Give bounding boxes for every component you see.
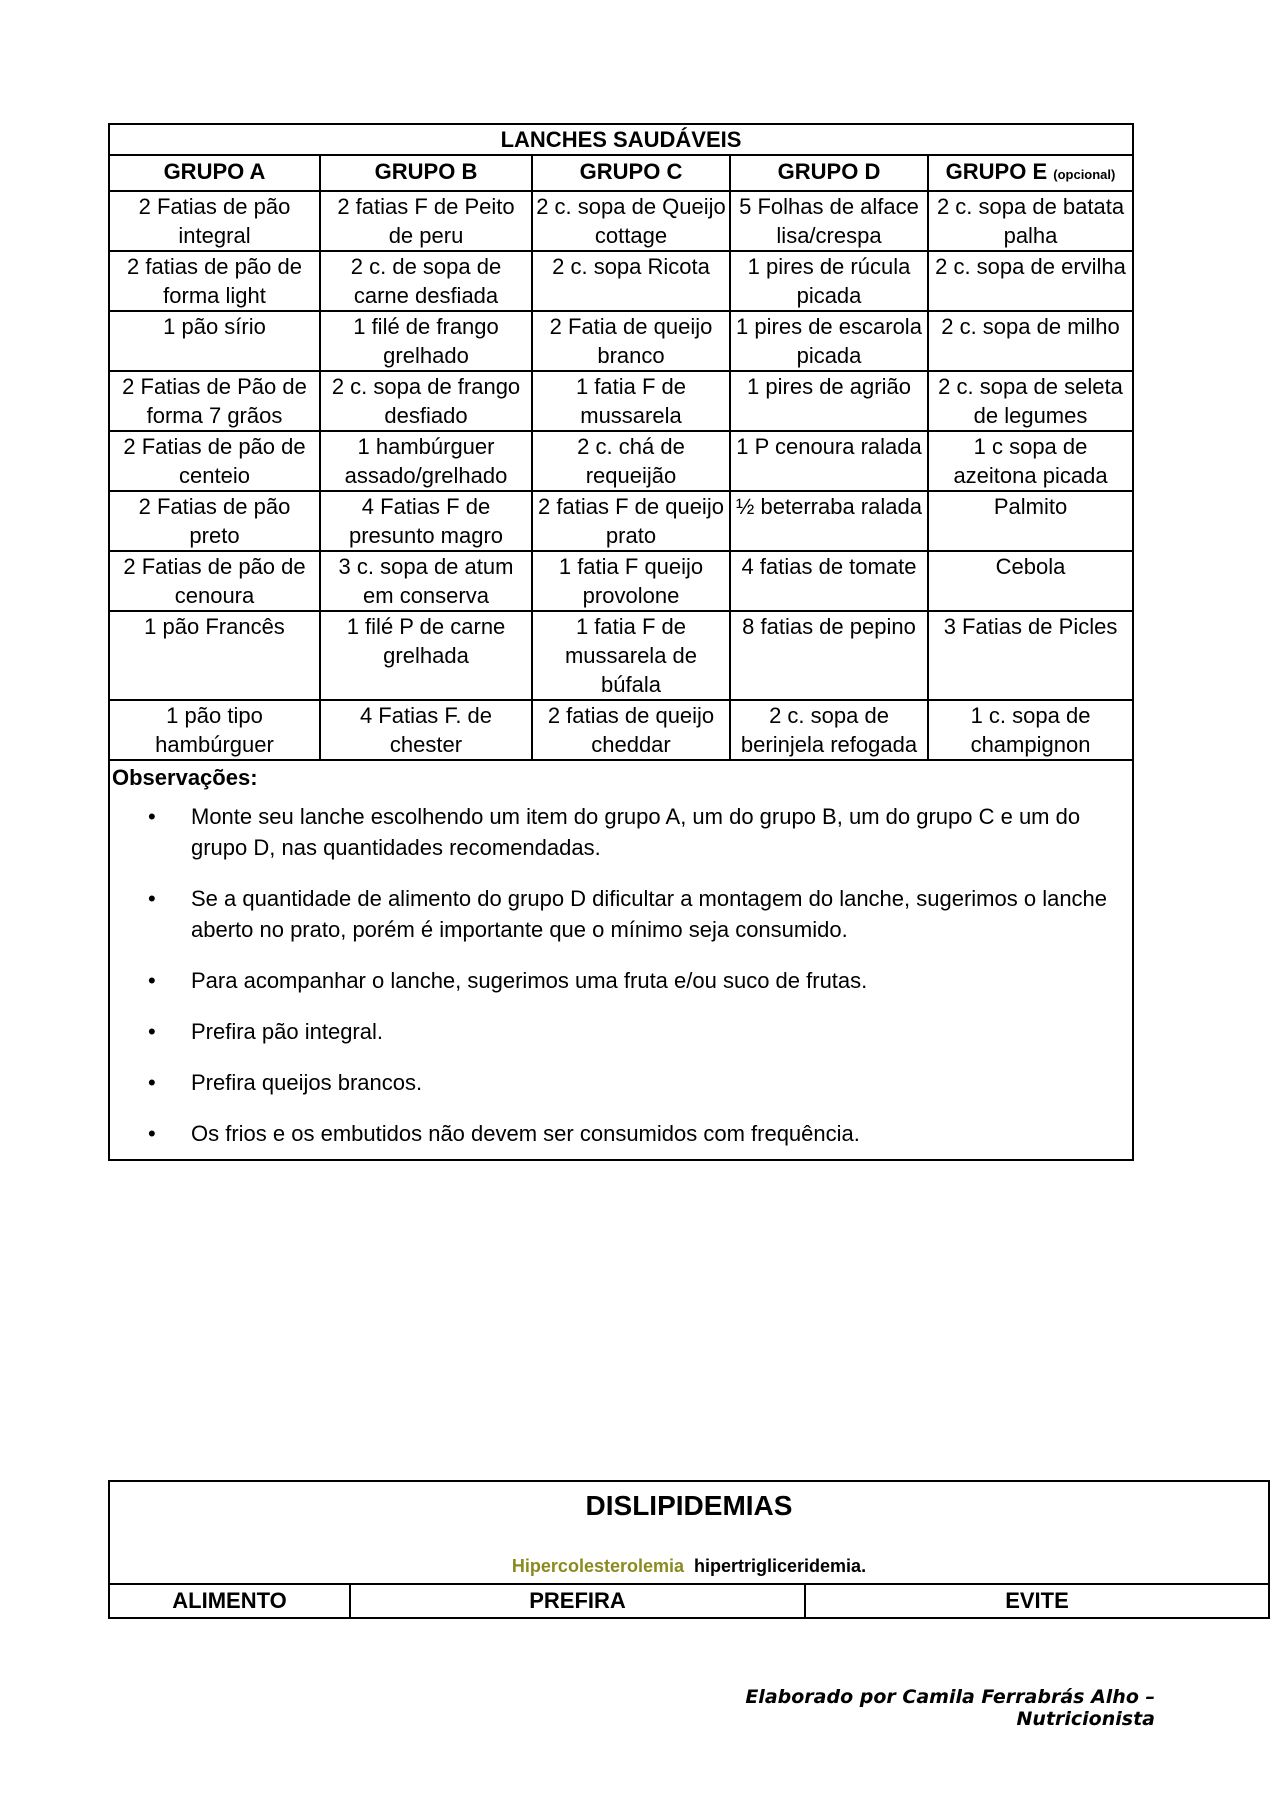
table-cell: 2 c. chá de requeijão [532, 431, 730, 491]
group-label: GRUPO C [579, 159, 683, 184]
observation-text: Prefira pão integral. [191, 1019, 383, 1044]
table-cell: 2 c. sopa de Queijo cottage [532, 191, 730, 251]
observation-item [148, 965, 1130, 996]
table-cell: 2 c. sopa de frango desfiado [320, 371, 532, 431]
bullet-icon: • [148, 1070, 156, 1095]
table-cell: 2 fatias F de Peito de peru [320, 191, 532, 251]
group-header-a [109, 155, 320, 191]
table-cell: 4 Fatias F. de chester [320, 700, 532, 760]
table-cell: 2 Fatias de pão preto [109, 491, 320, 551]
observation-text: Os frios e os embutidos não devem ser consumidos com frequência. [191, 1121, 860, 1146]
table-cell: 4 fatias de tomate [730, 551, 928, 611]
table-cell: 3 c. sopa de atum em conserva [320, 551, 532, 611]
hypercholesterolemia-label: Hipercolesterolemia [511, 1556, 684, 1576]
table-row [109, 371, 1133, 431]
table-cell: 2 Fatias de Pão de forma 7 grãos [109, 371, 320, 431]
observation-item [148, 1067, 1130, 1098]
table-cell: 2 Fatias de pão de centeio [109, 431, 320, 491]
table-cell: 1 filé P de carne grelhada [320, 611, 532, 700]
snacks-table-title: LANCHES SAUDÁVEIS [109, 124, 1133, 155]
observation-item [148, 883, 1130, 945]
bullet-icon: • [148, 1121, 156, 1146]
table-cell: 2 c. sopa de milho [928, 311, 1133, 371]
table-cell: 2 c. sopa Ricota [532, 251, 730, 311]
bullet-icon: • [148, 1019, 156, 1044]
dyslipidemia-table [108, 1480, 1270, 1619]
group-label: GRUPO A [163, 159, 266, 184]
table-cell: 1 pão Francês [109, 611, 320, 700]
table-cell: 1 pires de agrião [730, 371, 928, 431]
group-header-b [320, 155, 532, 191]
observation-text: Prefira queijos brancos. [191, 1070, 423, 1095]
observation-text: Se a quantidade de alimento do grupo D dificultar a montagem do lanche, sugerimos o lanche aberto no prato, porém é importante que o mínimo seja consumido. [191, 886, 1108, 942]
table-cell: 1 filé de frango grelhado [320, 311, 532, 371]
table-row [109, 251, 1133, 311]
group-note: (opcional) [1053, 167, 1116, 182]
table-row [109, 191, 1133, 251]
table-cell: 1 fatia F de mussarela de búfala [532, 611, 730, 700]
table-row [109, 491, 1133, 551]
column-header-evite: EVITE [805, 1584, 1269, 1618]
table-cell: 1 pires de escarola picada [730, 311, 928, 371]
table-cell: Palmito [928, 491, 1133, 551]
bullet-icon: • [148, 886, 156, 911]
observation-text: Monte seu lanche escolhendo um item do grupo A, um do grupo B, um do grupo C e um do grupo D, nas quantidades recomendadas. [191, 804, 1081, 860]
author-credit: Elaborado por Camila Ferrabrás Alho – Nutricionista [745, 1686, 1155, 1730]
hypertriglyceridemia-label: hipertrigliceridemia. [694, 1556, 867, 1576]
table-cell: 2 c. de sopa de carne desfiada [320, 251, 532, 311]
table-cell: 8 fatias de pepino [730, 611, 928, 700]
table-cell: 1 c. sopa de champignon [928, 700, 1133, 760]
group-header-c [532, 155, 730, 191]
group-label: GRUPO B [374, 159, 478, 184]
table-row [109, 311, 1133, 371]
table-cell: 3 Fatias de Picles [928, 611, 1133, 700]
table-cell: 4 Fatias F de presunto magro [320, 491, 532, 551]
observations-list [112, 801, 1130, 1149]
table-row [109, 551, 1133, 611]
observation-item [148, 1118, 1130, 1149]
column-header-prefira: PREFIRA [350, 1584, 805, 1618]
dyslipidemia-title: DISLIPIDEMIAS [585, 1490, 793, 1521]
column-header-alimento: ALIMENTO [109, 1584, 350, 1618]
dyslipidemia-subtitle [110, 1556, 1268, 1577]
group-label: GRUPO D [777, 159, 881, 184]
table-cell: 1 fatia F queijo provolone [532, 551, 730, 611]
table-cell: 5 Folhas de alface lisa/crespa [730, 191, 928, 251]
group-label: GRUPO E [945, 159, 1048, 184]
table-cell: 2 Fatias de pão de cenoura [109, 551, 320, 611]
table-cell: 1 pão tipo hambúrguer [109, 700, 320, 760]
observations-cell [109, 760, 1133, 1160]
observation-item [148, 801, 1130, 863]
table-cell: Cebola [928, 551, 1133, 611]
observation-text: Para acompanhar o lanche, sugerimos uma fruta e/ou suco de frutas. [191, 968, 868, 993]
table-cell: 2 c. sopa de seleta de legumes [928, 371, 1133, 431]
table-cell: 2 fatias de pão de forma light [109, 251, 320, 311]
observations-title: Observações: [112, 765, 258, 790]
table-cell: 2 c. sopa de batata palha [928, 191, 1133, 251]
table-cell: 1 pão sírio [109, 311, 320, 371]
group-header-e [928, 155, 1133, 191]
table-row [109, 700, 1133, 760]
table-cell: 2 c. sopa de ervilha [928, 251, 1133, 311]
table-cell: 1 fatia F de mussarela [532, 371, 730, 431]
table-cell: 1 c sopa de azeitona picada [928, 431, 1133, 491]
bullet-icon: • [148, 968, 156, 993]
group-header-row [109, 155, 1133, 191]
table-row [109, 611, 1133, 700]
table-cell: ½ beterraba ralada [730, 491, 928, 551]
observation-item [148, 1016, 1130, 1047]
snacks-table [108, 123, 1134, 1161]
table-cell: 1 hambúrguer assado/grelhado [320, 431, 532, 491]
table-cell: 2 c. sopa de berinjela refogada [730, 700, 928, 760]
table-cell: 2 fatias F de queijo prato [532, 491, 730, 551]
table-cell: 2 fatias de queijo cheddar [532, 700, 730, 760]
table-cell: 2 Fatia de queijo branco [532, 311, 730, 371]
table-row [109, 431, 1133, 491]
table-cell: 2 Fatias de pão integral [109, 191, 320, 251]
table-cell: 1 P cenoura ralada [730, 431, 928, 491]
group-header-d [730, 155, 928, 191]
table-cell: 1 pires de rúcula picada [730, 251, 928, 311]
bullet-icon: • [148, 804, 156, 829]
dyslipidemia-header-cell [109, 1481, 1269, 1584]
